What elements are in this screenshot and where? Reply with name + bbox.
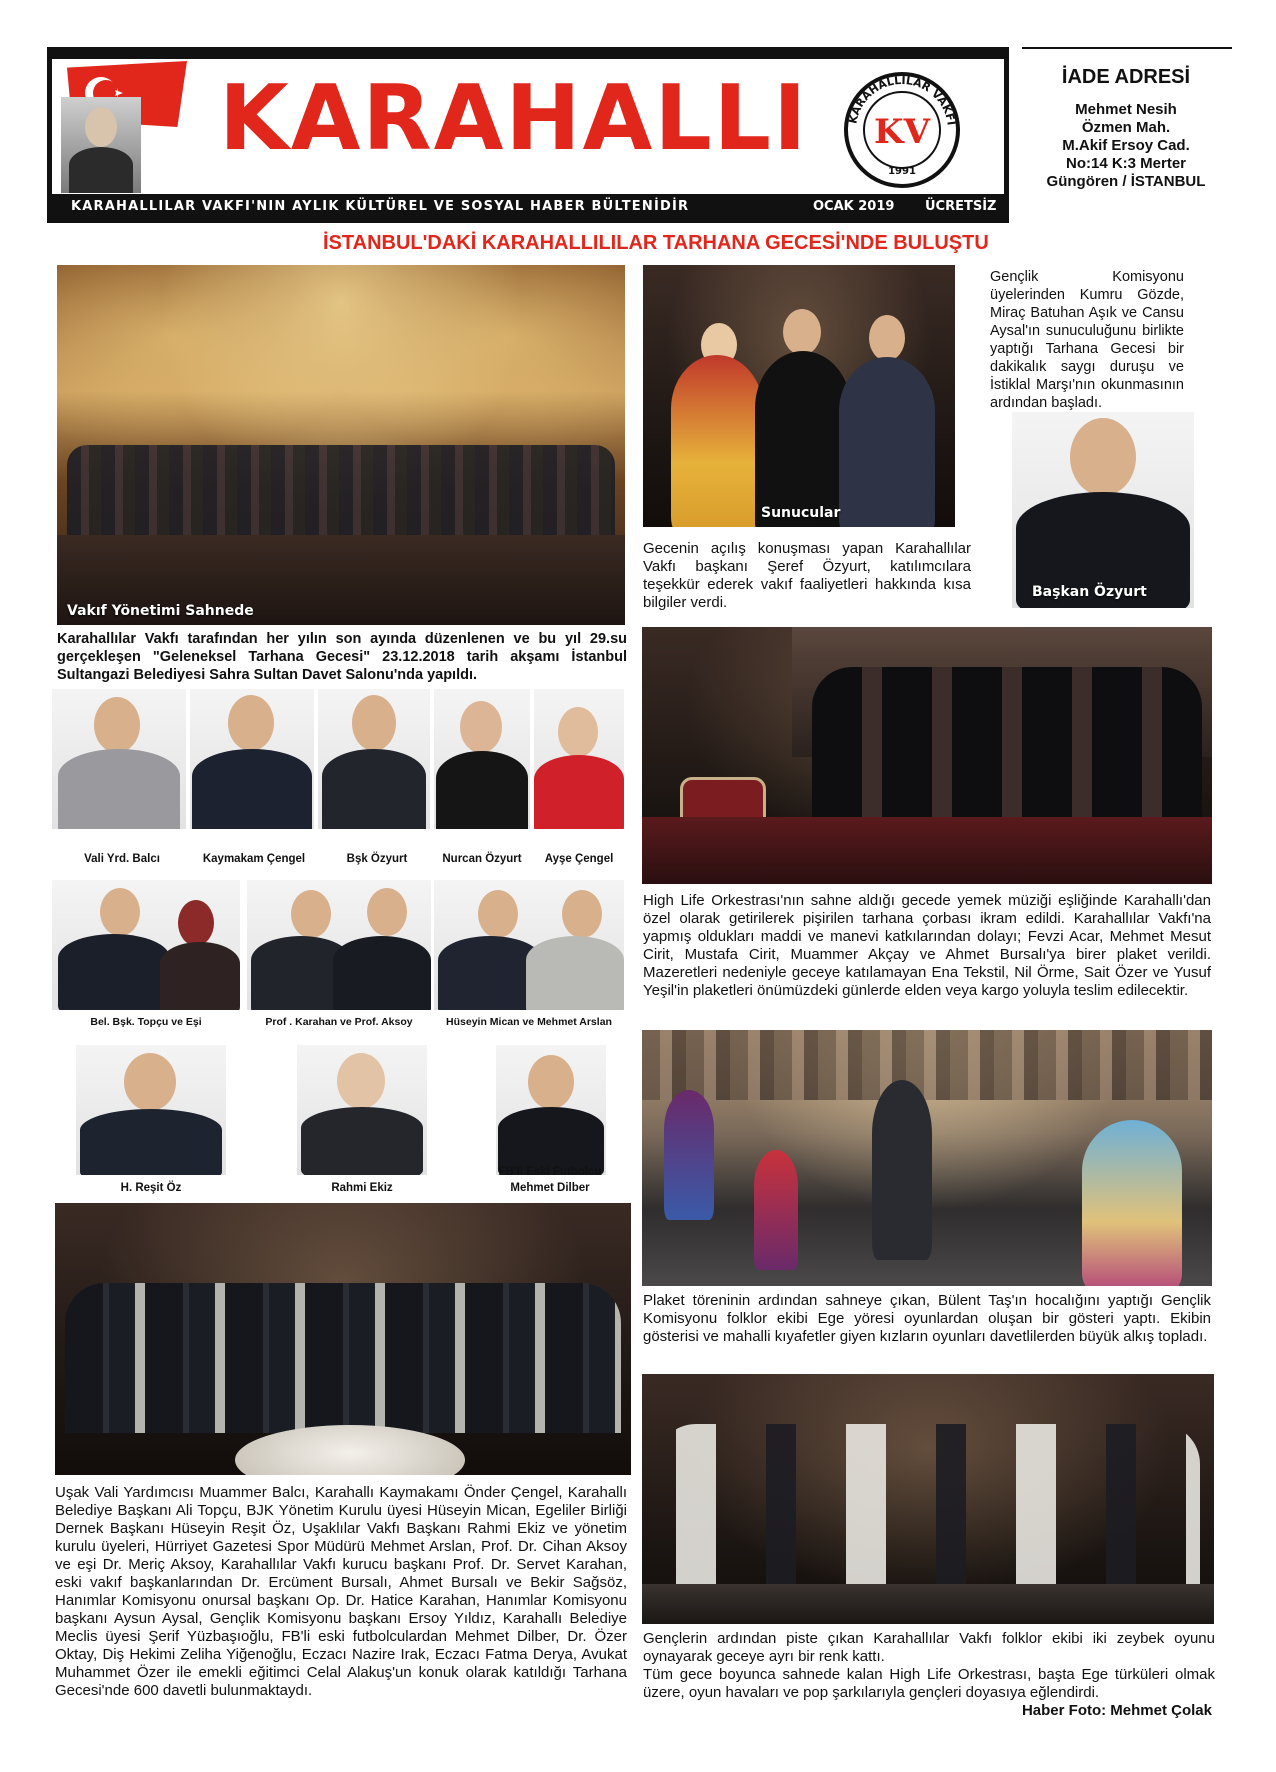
stage-group xyxy=(67,445,615,535)
president-photo xyxy=(1012,412,1194,608)
masthead-title: KARAHALLI xyxy=(219,66,809,171)
address-line: Mehmet Nesih xyxy=(1075,101,1177,118)
portrait-label: Bel. Bşk. Topçu ve Eşi xyxy=(90,1016,202,1028)
portrait-label: Rahmi Ekiz xyxy=(331,1182,393,1194)
portrait-label: Vali Yrd. Balcı xyxy=(84,853,160,865)
orchestra-paragraph: High Life Orkestrası'nın sahne aldığı gecede yemek müziği eşliğinde Karahallı'dan özel olarak getirilerek pişirilen tarhana çorbası ikram edildi. Karahallılar Vakfı'na yapmış oldukları maddi ve manevi katkılarından dolayı; Fevzi Acar, Mehmet Mesut Cirit, Mustafa Cirit, Muammer Akçay ve Ahmet Bursalı'ya birer plaket verildi. Mazeretleri nedeniyle geceye katılamayan Ena Tekstil, Nil Örme, Sait Özer ve Yusuf Yeşil'in plaketleri önümüzdeki günlerde elden veya kargo yoluyla teslim edilecektir. xyxy=(643,892,1211,999)
masthead-subtitle: KARAHALLILAR VAKFI'NIN AYLIK KÜLTÜREL VE SOSYAL HABER BÜLTENİDİR xyxy=(71,199,690,214)
guests-photo xyxy=(55,1203,631,1475)
guests-paragraph: Uşak Vali Yardımcısı Muammer Balcı, Karahallı Kaymakamı Önder Çengel, Karahallı Belediye Başkanı Ali Topçu, BJK Yönetim Kurulu üyesi Hüseyin Mican, Egeliler Birliği Dernek Başkanı Hüseyin Reşit Öz, Uşaklılar Vakfı Başkanı Rahmi Ekiz ve yönetim kurulu üyeleri, Hürriyet Gazetesi Spor Müdürü Mehmet Arslan, Prof. Dr. Cihan Aksoy ve eşi Dr. Meriç Aksoy, Karahallılar Vakfı kurucu başkanı Prof. Dr. Servet Karahan, eski vakıf başkanlarından Dr. Ercüment Bursalı, Ahmet Bursalı ve Bekir Sağsöz, Hanımlar Komisyonu onursal başkanı Op. Dr. Hatice Karahan, Hanımlar Komisyonu başkanı Aysun Aysal, Gençlik Komisyonu başkanı Ersoy Yıldız, Karahallı Belediye Meclis üyesi Şerif Yüzbaşıoğlu, FB'li eski futbolculardan Mehmet Dilber, Dr. Özer Oktay, Diş Hekimi Zeliha Yiğenoğlu, Eczacı Nazire Irak, Eczacı Fatma Derya, Avukat Muhammet Özer ile emekli eğitimci Celal Alakuş'un konuk olarak katıldığı Tarhana Gecesi'nde 600 davetli bulunmaktaydı. xyxy=(55,1484,627,1699)
issue-date: OCAK 2019 xyxy=(813,199,895,214)
photo-credit: Haber Foto: Mehmet Çolak xyxy=(1021,1702,1212,1719)
portrait-label: Bşk Özyurt xyxy=(346,853,408,865)
portrait-row-1 xyxy=(52,689,624,854)
portrait-label: Hüseyin Mican ve Mehmet Arslan xyxy=(446,1016,612,1028)
guests-group xyxy=(65,1283,621,1433)
portrait-photo xyxy=(247,880,431,1010)
portrait-label: Mehmet Dilber xyxy=(510,1182,590,1194)
portrait-photo xyxy=(190,689,314,829)
photo-caption: Başkan Özyurt xyxy=(1032,584,1147,600)
portrait-label: Ayşe Çengel xyxy=(544,853,614,865)
ataturk-portrait xyxy=(61,97,141,193)
zeybek-floor xyxy=(642,1584,1214,1624)
portrait-label: Kaymakam Çengel xyxy=(202,853,306,865)
intro-paragraph: Karahallılar Vakfı tarafından her yılın son ayında düzenlenen ve bu yıl 29.su gerçekleşen "Geleneksel Tarhana Gecesi" 23.12.2018 tarih akşamı İstanbul Sultangazi Belediyesi Sahra Sultan Davet Salonu'nda yapıldı. xyxy=(57,631,627,683)
address-heading: İADE ADRESİ xyxy=(1061,66,1191,88)
logo-year: 1991 xyxy=(888,166,916,177)
foundation-logo xyxy=(843,71,961,189)
musicians xyxy=(812,667,1202,817)
price-label: ÜCRETSİZ xyxy=(925,199,997,214)
page-headline: İSTANBUL'DAKİ KARAHALLILILAR TARHANA GECESİ'NDE BULUŞTU xyxy=(323,232,989,254)
portrait-label: Nurcan Özyurt xyxy=(442,853,522,865)
address-rule xyxy=(1022,47,1232,49)
folklore-photo xyxy=(642,1030,1212,1286)
dancers xyxy=(656,1424,1200,1594)
folklore-paragraph: Plaket töreninin ardından sahneye çıkan, Bülent Taş'ın hocalığını yaptığı Gençlik Komisyonu folklor ekibi Ege yöresi oyunlardan oluşan bir gösteri yaptı. Ekibin gösterisi ve mahalli kıyafetler giyen kızların oyunları davetlilerden büyük alkış topladı. xyxy=(643,1292,1211,1345)
portrait-label: FB'li Eski Futbolcu xyxy=(498,1166,602,1178)
portrait-photo xyxy=(52,689,186,829)
logo-ring-text: KARAHALLILAR VAKFI xyxy=(846,73,958,127)
portrait-photo xyxy=(318,689,430,829)
photo-caption: Sunucular xyxy=(761,505,841,521)
portrait-photo xyxy=(534,689,624,829)
opening-paragraph: Gecenin açılış konuşması yapan Karahallılar Vakfı başkanı Şeref Özyurt, katılımcılara teşekkür ederek vakıf faaliyetleri hakkında kısa bilgiler verdi. xyxy=(643,540,971,611)
portrait-label: H. Reşit Öz xyxy=(120,1182,182,1194)
masthead xyxy=(47,47,1009,223)
hall-photo xyxy=(57,265,625,625)
photo-caption: Vakıf Yönetimi Sahnede xyxy=(67,603,254,619)
stage-floor xyxy=(642,817,1212,884)
portrait-photo xyxy=(434,689,530,829)
zeybek-photo xyxy=(642,1374,1214,1624)
portrait-photo xyxy=(52,880,240,1010)
audience xyxy=(642,1030,1212,1100)
portrait-photo xyxy=(496,1045,606,1175)
closing-paragraph: Tüm gece boyunca sahnede kalan High Life Orkestrası, başta Ege türküleri olmak üzere, oyun havaları ve pop şarkılarıyla gençleri doyasıya eğlendirdi. xyxy=(643,1666,1215,1701)
address-line: No:14 K:3 Merter xyxy=(1065,155,1187,172)
return-address xyxy=(1028,66,1224,191)
portrait-label: Prof . Karahan ve Prof. Aksoy xyxy=(265,1016,413,1028)
presenters-paragraph: Gençlik Komisyonu üyelerinden Kumru Gözde, Miraç Batuhan Aşık ve Cansu Aysal'ın sunuculuğunu birlikte yaptığı Tarhana Gecesi bir dakikalık saygı duruşu ve İstiklal Marşı'nın okunmasının ardından başladı. xyxy=(990,269,1184,411)
portrait-photo xyxy=(434,880,624,1010)
orchestra-photo xyxy=(642,627,1212,884)
address-line: M.Akif Ersoy Cad. xyxy=(1062,137,1190,154)
address-line: Güngören / İSTANBUL xyxy=(1046,173,1206,190)
logo-letters: KV xyxy=(874,112,930,152)
portrait-photo xyxy=(297,1045,427,1175)
presenters-photo xyxy=(643,265,955,527)
address-line: Özmen Mah. xyxy=(1081,119,1171,136)
zeybek-paragraph: Gençlerin ardından piste çıkan Karahallılar Vakfı folklor ekibi iki zeybek oyunu oynayarak geceye ayrı bir renk kattı. xyxy=(643,1630,1215,1665)
portrait-photo xyxy=(76,1045,226,1175)
